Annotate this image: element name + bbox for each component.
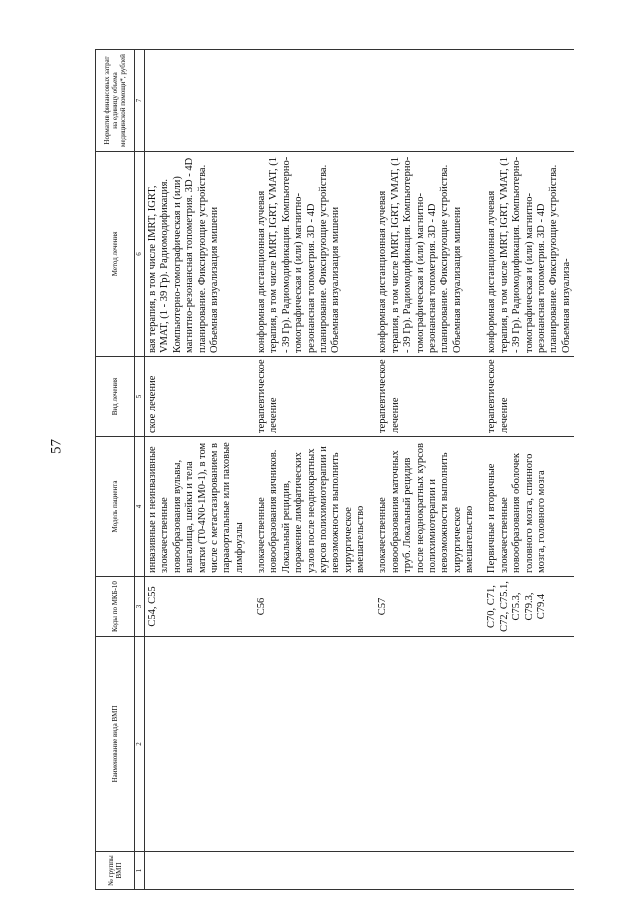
col-num-4: 4	[135, 437, 145, 577]
col-num-6: 6	[135, 152, 145, 357]
table-row	[145, 50, 248, 890]
col-num-7: 7	[135, 50, 145, 152]
icd-codes-cell: С57	[376, 577, 477, 637]
header-group-number: № группы ВМП	[96, 852, 135, 890]
table-row	[376, 50, 477, 890]
column-number-row	[135, 50, 145, 890]
header-patient-model: Модель пациента	[96, 437, 135, 577]
patient-model-cell: злокачественные новообразования яичников. Локальный рецидив, поражение лимфатических узлов после неоднократных курсов полихимиотерапии и невозможности выполнить хирургическое вмешательство	[255, 437, 368, 577]
icd-codes-cell: С56	[255, 577, 368, 637]
rotated-table-wrapper	[95, 50, 635, 890]
treatment-method-cell: конформная дистанционная лучевая терапия, в том числе IMRT, IGRT, VMAT, (1 - 39 Гр). Радиомодификация. Компьютерно-томографическая и (или) магнитно-резонансная топометрия. 3D - 4D планирование. Фиксирующие устройства. Объемная визуализа-	[485, 152, 574, 357]
treatment-method-cell: конформная дистанционная лучевая терапия, в том числе IMRT, IGRT, VMAT, (1 - 39 Гр). Радиомодификация. Компьютерно-томографическая и (или) магнитно-резонансная топометрия. 3D - 4D планирование. Фиксирующие устройства. Объемная визуализация мишени	[255, 152, 368, 357]
patient-model-cell: инвазивные и неинвазивные злокачественные новообразования вульвы, влагалища, шейки и тела матки (T0-4N0-1M0-1), в том числе с метастазированием в парааортальные или паховые лимфоузлы	[145, 437, 248, 577]
treatment-method-cell: вая терапия, в том числе IMRT, IGRT, VMAT, (1 - 39 Гр). Радиомодификация. Компьютерно-томографическая и (или) магнитно-резонансная топометрия. 3D - 4D планирование. Фиксирующие устройства. Объемная визуализация мишени	[145, 152, 248, 357]
col-num-3: 3	[135, 577, 145, 637]
header-treatment-type: Вид лечения	[96, 357, 135, 437]
page-number: 57	[48, 439, 65, 454]
col-num-1: 1	[135, 852, 145, 890]
col-num-5: 5	[135, 357, 145, 437]
patient-model-cell: Первичные и вторичные злокачественные новообразования оболочек головного мозга, спинного мозга, головного мозга	[485, 437, 574, 577]
header-icd-codes: Коды по МКБ-10	[96, 577, 135, 637]
treatment-type-cell: терапевтическое лечение	[485, 357, 574, 437]
col-num-2: 2	[135, 637, 145, 852]
treatment-type-cell: ское лечение	[145, 357, 248, 437]
header-treatment-method: Метод лечения	[96, 152, 135, 357]
icd-codes-cell: С70, С71, С72, С75.1, С75.3, С79.3, С79.4	[485, 577, 574, 637]
header-vmp-type: Наименование вида ВМП	[96, 637, 135, 852]
icd-codes-cell: С54, С55	[145, 577, 248, 637]
treatment-type-cell: терапевтическое лечение	[376, 357, 477, 437]
treatment-type-cell: терапевтическое лечение	[255, 357, 368, 437]
header-row	[96, 50, 135, 890]
table-row	[255, 50, 368, 890]
table-row	[485, 50, 574, 890]
vmp-table	[95, 49, 574, 890]
header-cost-norm: Норматив финансовых затрат на единицу объема медицинской помощи*, рублей	[96, 50, 135, 152]
patient-model-cell: злокачественные новообразования маточных труб. Локальный рецидив после неоднократных курсов полихимиотерапии и невозможности выполнить хирургическое вмешательство	[376, 437, 477, 577]
treatment-method-cell: конформная дистанционная лучевая терапия, в том числе IMRT, IGRT, VMAT, (1 - 39 Гр). Радиомодификация. Компьютерно-томографическая и (или) магнитно-резонансная топометрия. 3D - 4D планирование. Фиксирующие устройства. Объемная визуализация мишени	[376, 152, 477, 357]
